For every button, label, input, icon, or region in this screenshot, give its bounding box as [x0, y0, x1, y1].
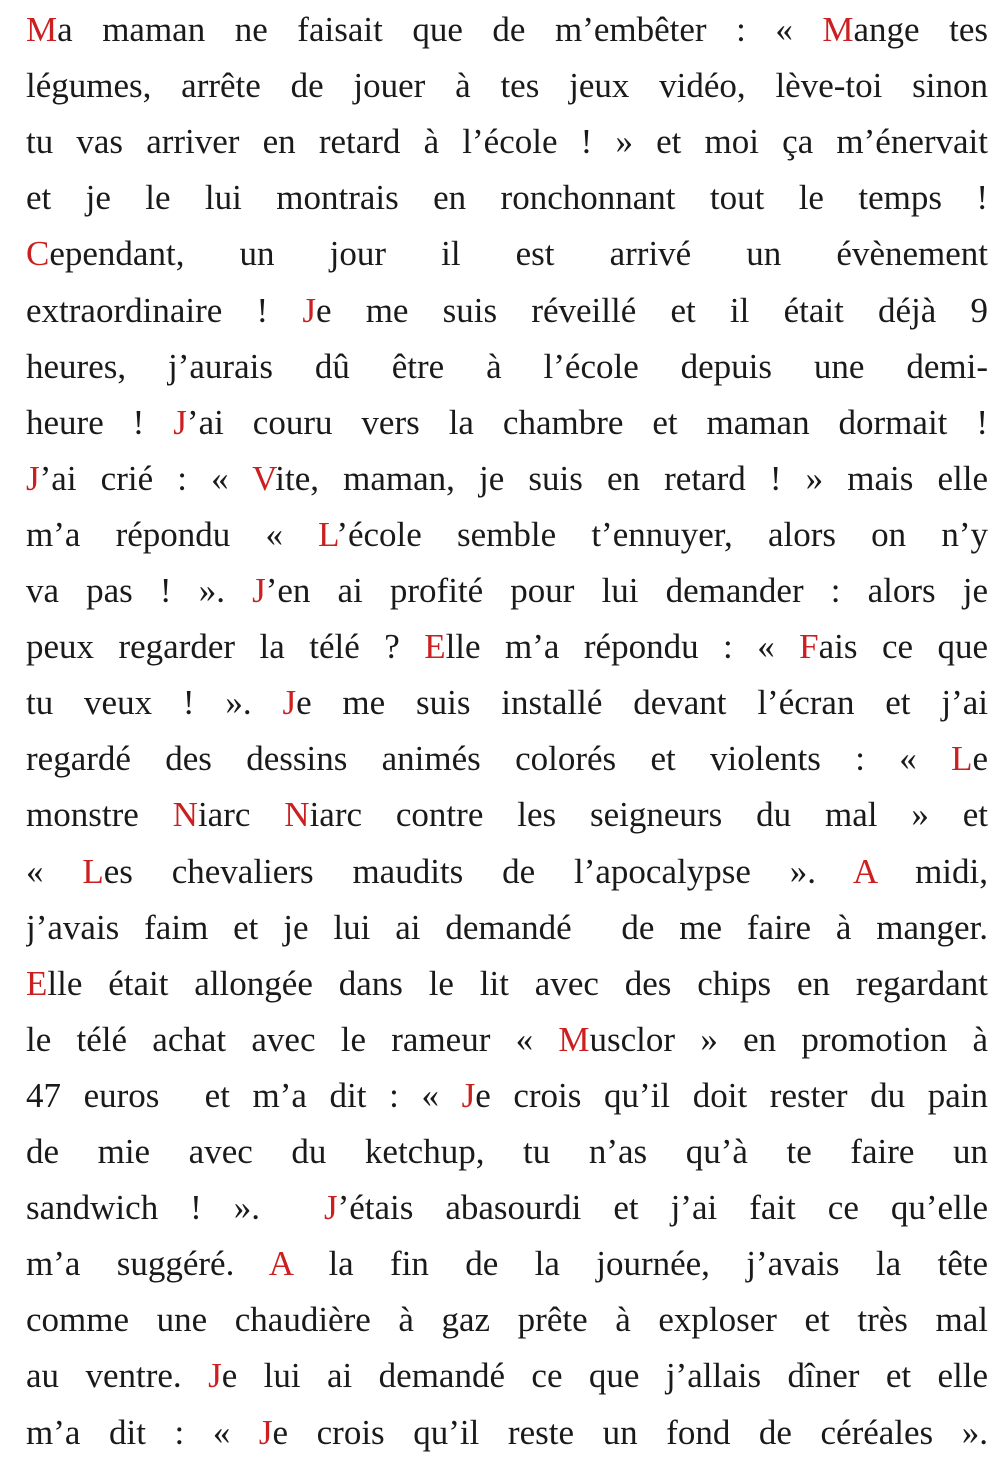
- text-run: e me suis réveillé et il était déjà 9: [315, 290, 988, 330]
- red-initial-letter: M: [822, 10, 854, 49]
- red-initial-letter: L: [951, 739, 973, 779]
- text-line: [26, 1180, 988, 1236]
- red-initial-letter: E: [424, 627, 446, 667]
- red-initial-letter: N: [284, 795, 310, 835]
- text-run: m’a répondu «: [26, 514, 319, 554]
- text-line: [26, 1124, 988, 1180]
- text-run: ependant, un jour il est arrivé un évènement: [49, 234, 988, 274]
- red-initial-letter: V: [252, 458, 276, 498]
- text-run: a maman ne faisait que de m’embêter : «: [57, 10, 823, 49]
- text-run: sandwich ! ».: [26, 1188, 324, 1228]
- text-line: [26, 1012, 988, 1068]
- text-run: lle m’a répondu : «: [445, 627, 800, 667]
- text-line: [26, 619, 988, 675]
- text-run: ’école semble t’ennuyer, alors on n’y: [336, 514, 988, 554]
- text-run: iarc: [197, 795, 285, 835]
- text-run: la fin de la journée, j’avais la tête: [292, 1244, 988, 1284]
- red-initial-letter: M: [558, 1019, 590, 1059]
- red-initial-letter: J: [461, 1075, 476, 1115]
- red-initial-letter: J: [323, 1188, 338, 1228]
- text-run: ’ai crié : «: [39, 458, 253, 498]
- text-run: usclor » en promotion à: [589, 1019, 988, 1059]
- text-run: e crois qu’il reste un fond de céréales ».: [272, 1412, 988, 1452]
- text-run: tu veux ! ».: [26, 683, 283, 723]
- text-run: et je le lui montrais en ronchonnant tout le temps !: [26, 178, 988, 218]
- text-run: lle était allongée dans le lit avec des chips en regardant: [47, 963, 988, 1003]
- text-line: [26, 226, 988, 282]
- text-line: [26, 283, 988, 339]
- text-run: monstre: [26, 795, 173, 835]
- red-initial-letter: J: [252, 571, 266, 610]
- text-line: [26, 900, 988, 956]
- text-line: [26, 956, 988, 1012]
- red-initial-letter: A: [852, 851, 877, 891]
- text-line: [26, 1405, 988, 1461]
- text-run: de mie avec du ketchup, tu n’as qu’à te faire un: [26, 1132, 988, 1171]
- text-line: [26, 507, 988, 563]
- text-run: e lui ai demandé ce que j’allais dîner et elle: [221, 1356, 988, 1396]
- red-initial-letter: J: [208, 1356, 222, 1396]
- text-line: [26, 451, 988, 507]
- red-initial-letter: L: [318, 514, 337, 554]
- red-initial-letter: J: [26, 458, 40, 498]
- text-run: j’avais faim et je lui ai demandé de me faire à manger.: [26, 907, 988, 947]
- text-run: au ventre.: [26, 1356, 209, 1396]
- red-initial-letter: A: [268, 1244, 293, 1284]
- red-initial-letter: J: [302, 290, 316, 330]
- text-line: [26, 1348, 988, 1404]
- red-initial-letter: J: [173, 402, 187, 442]
- text-line: [26, 563, 988, 619]
- text-run: va pas ! ».: [26, 571, 253, 610]
- text-run: extraordinaire !: [26, 290, 303, 330]
- text-line: [26, 731, 988, 787]
- text-run: peux regarder la télé ?: [26, 627, 425, 667]
- text-line: [26, 58, 988, 114]
- red-initial-letter: F: [799, 627, 819, 667]
- text-run: ’en ai profité pour lui demander : alors je: [265, 571, 988, 610]
- text-run: e crois qu’il doit rester du pain: [475, 1075, 988, 1115]
- text-run: comme une chaudière à gaz prête à exploser et très mal: [26, 1300, 988, 1340]
- text-run: «: [26, 851, 83, 891]
- text-run: ais ce que: [818, 627, 988, 667]
- text-run: iarc contre les seigneurs du mal » et: [309, 795, 988, 835]
- red-initial-letter: C: [26, 234, 50, 274]
- text-run: ange tes: [853, 10, 988, 49]
- text-line: [26, 1292, 988, 1348]
- text-line: [26, 1068, 988, 1124]
- text-run: légumes, arrête de jouer à tes jeux vidéo, lève-toi sinon: [26, 66, 988, 106]
- red-initial-letter: J: [282, 683, 297, 723]
- text-line: [26, 844, 988, 900]
- red-initial-letter: L: [82, 851, 104, 891]
- text-run: es chevaliers maudits de l’apocalypse ».: [103, 851, 853, 891]
- text-line: [26, 2, 988, 58]
- text-run: heure !: [26, 402, 174, 442]
- red-initial-letter: M: [26, 10, 58, 49]
- text-line: [26, 675, 988, 731]
- text-run: ’étais abasourdi et j’ai fait ce qu’elle: [337, 1188, 988, 1228]
- text-run: regardé des dessins animés colorés et violents : «: [26, 739, 952, 779]
- red-initial-letter: J: [258, 1412, 273, 1452]
- red-initial-letter: N: [172, 795, 198, 835]
- text-line: [26, 1236, 988, 1292]
- text-line: [26, 339, 988, 395]
- text-run: ite, maman, je suis en retard ! » mais elle: [275, 458, 988, 498]
- text-line: [26, 787, 988, 843]
- text-run: ’ai couru vers la chambre et maman dormait !: [186, 402, 988, 442]
- text-run: le télé achat avec le rameur «: [26, 1019, 559, 1059]
- text-run: e: [972, 739, 988, 779]
- text-run: e me suis installé devant l’écran et j’ai: [296, 683, 988, 723]
- red-initial-letter: E: [26, 963, 48, 1003]
- text-run: m’a suggéré.: [26, 1244, 269, 1284]
- text-run: m’a dit : «: [26, 1412, 259, 1452]
- text-run: 47 euros et m’a dit : «: [26, 1075, 462, 1115]
- text-line: [26, 395, 988, 451]
- text-run: heures, j’aurais dû être à l’école depuis une demi-: [26, 346, 988, 386]
- text-line: [26, 170, 988, 226]
- text-run: tu vas arriver en retard à l’école ! » et moi ça m’énervait: [26, 122, 988, 162]
- text-line: [26, 114, 988, 170]
- text-run: midi,: [876, 851, 988, 891]
